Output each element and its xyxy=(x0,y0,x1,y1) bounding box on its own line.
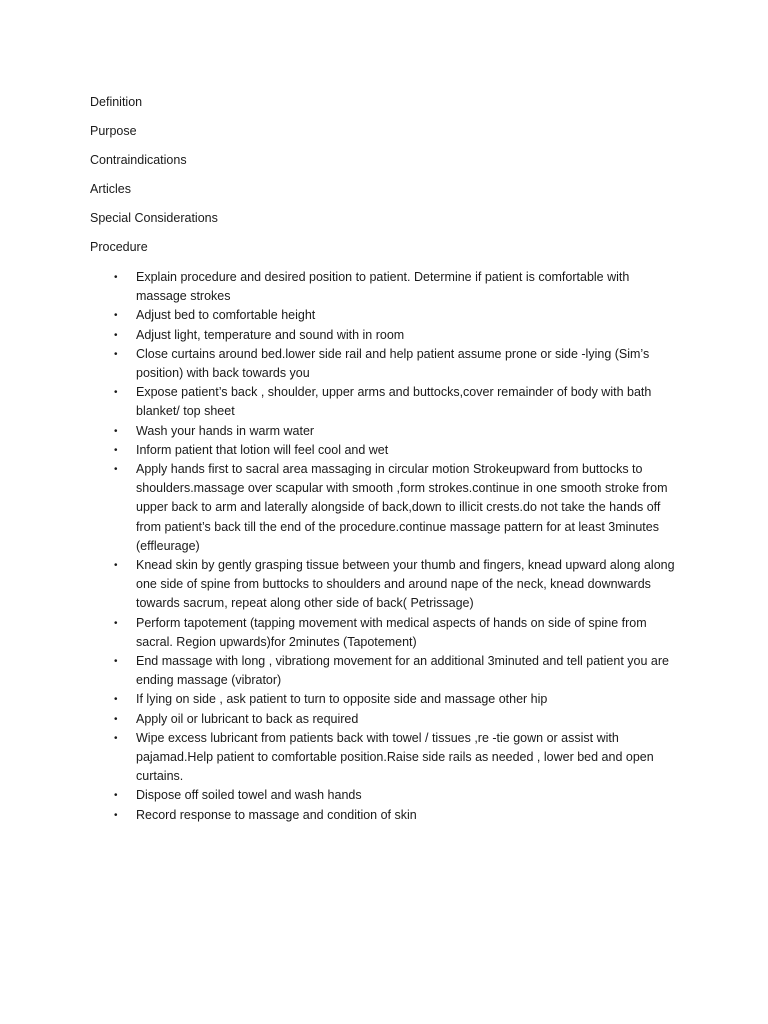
procedure-step-text: Record response to massage and condition of skin xyxy=(136,807,417,822)
heading-contraindications: Contraindications xyxy=(90,153,187,167)
procedure-step xyxy=(114,614,680,652)
bullet-icon: • xyxy=(114,732,118,744)
procedure-step xyxy=(114,806,680,825)
procedure-step xyxy=(114,383,680,421)
bullet-icon: • xyxy=(114,348,118,360)
procedure-step xyxy=(114,422,680,441)
heading-special-considerations: Special Considerations xyxy=(90,211,218,225)
section-headings xyxy=(90,94,690,263)
procedure-step xyxy=(114,556,680,614)
bullet-icon: • xyxy=(114,464,118,476)
procedure-step xyxy=(114,710,680,729)
bullet-icon: • xyxy=(114,656,118,668)
bullet-icon: • xyxy=(114,809,118,821)
procedure-step-text: Adjust light, temperature and sound with in room xyxy=(136,327,405,342)
bullet-icon: • xyxy=(114,694,118,706)
procedure-step-text: Dispose off soiled towel and wash hands xyxy=(136,788,362,803)
procedure-step-text: If lying on side , ask patient to turn to opposite side and massage other hip xyxy=(136,692,548,707)
procedure-step xyxy=(114,326,680,345)
procedure-step-text: End massage with long , vibrationg movement for an additional 3minuted and tell patient you are ending massage (vibrator) xyxy=(136,654,669,688)
procedure-step-text: Inform patient that lotion will feel cool and wet xyxy=(136,442,389,457)
procedure-step xyxy=(114,729,680,787)
procedure-step xyxy=(114,786,680,805)
procedure-step-text: Knead skin by gently grasping tissue between your thumb and fingers, knead upward along along one side of spine from buttocks to shoulders and around nape of the neck, knead downwards towards sacrum, repeat along other side of back( Petrissage) xyxy=(136,558,675,611)
heading-definition: Definition xyxy=(90,95,143,109)
procedure-step-text: Wash your hands in warm water xyxy=(136,423,315,438)
procedure-steps-list xyxy=(114,268,680,825)
procedure-step xyxy=(114,306,680,325)
procedure-step-text: Perform tapotement (tapping movement with medical aspects of hands on side of spine from sacral. Region upwards)for 2minutes (Tapotement) xyxy=(136,615,647,649)
procedure-step xyxy=(114,652,680,690)
bullet-icon: • xyxy=(114,444,118,456)
procedure-step-text: Expose patient’s back , shoulder, upper arms and buttocks,cover remainder of body with bath blanket/ top sheet xyxy=(136,385,652,419)
heading-procedure: Procedure xyxy=(90,240,148,254)
heading-purpose: Purpose xyxy=(90,124,137,138)
procedure-step xyxy=(114,345,680,383)
bullet-icon: • xyxy=(114,560,118,572)
procedure-step xyxy=(114,690,680,709)
procedure-step xyxy=(114,268,680,306)
bullet-icon: • xyxy=(114,310,118,322)
procedure-step-text: Apply hands first to sacral area massaging in circular motion Strokeupward from buttocks to shoulders.massage over scapular with smooth ,form strokes.continue in one smooth stroke from upper back to arm and laterally alongside of back,down to illicit crests.do not take the hands off from patient’s back till the end of the procedure.continue massage pattern for at least 3minutes (effleurage) xyxy=(136,462,668,553)
procedure-step-text: Adjust bed to comfortable height xyxy=(136,308,316,323)
bullet-icon: • xyxy=(114,272,118,283)
procedure-step xyxy=(114,441,680,460)
procedure-step-text: Explain procedure and desired position to patient. Determine if patient is comfortable with massage strokes xyxy=(136,270,630,304)
procedure-step-text: Wipe excess lubricant from patients back with towel / tissues ,re -tie gown or assist with pajamad.Help patient to comfortable position.Raise side rails as needed , lower bed and open curtains. xyxy=(136,730,654,784)
bullet-icon: • xyxy=(114,425,118,437)
heading-articles: Articles xyxy=(90,182,131,196)
bullet-icon: • xyxy=(114,329,118,341)
procedure-step-text: Close curtains around bed.lower side rail and help patient assume prone or side -lying (Sim’s position) with back towards you xyxy=(136,346,650,381)
bullet-icon: • xyxy=(114,387,118,399)
bullet-icon: • xyxy=(114,617,118,629)
bullet-icon: • xyxy=(114,790,118,802)
bullet-icon: • xyxy=(114,713,118,725)
procedure-step xyxy=(114,460,680,556)
procedure-step-text: Apply oil or lubricant to back as required xyxy=(136,711,359,726)
